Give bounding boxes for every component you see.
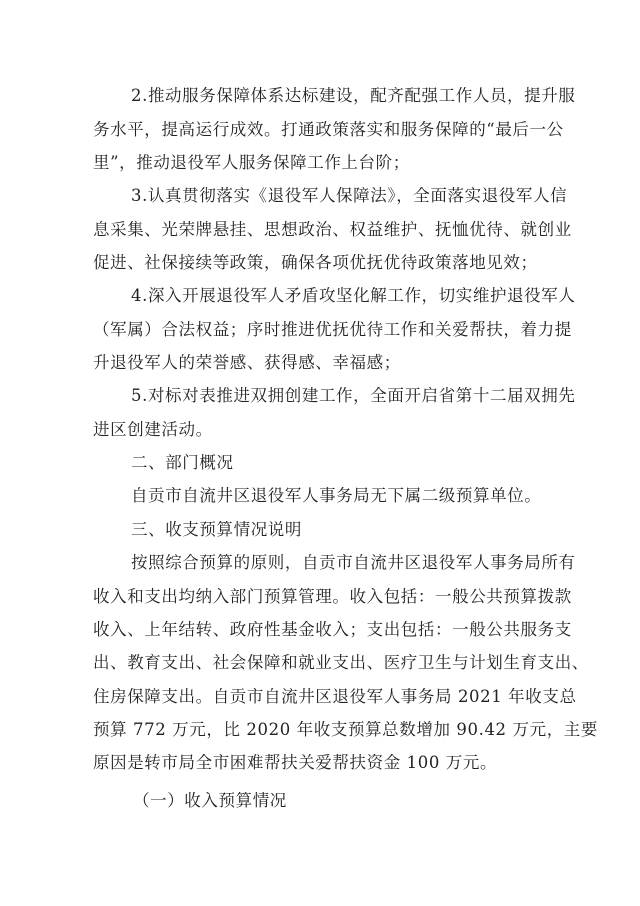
- section-heading: （一）收入预算情况: [133, 791, 287, 810]
- paragraph-line: 原因是转市局全市困难帮扶关爱帮扶资金 100 万元。: [93, 753, 498, 772]
- paragraph-line: 促进、社保接续等政策，确保各项优抚优待政策落地见效；: [93, 253, 538, 272]
- paragraph-line: 3.认真贯彻落实《退役军人保障法》，全面落实退役军人信: [131, 186, 568, 205]
- paragraph-line: 2.推动服务保障体系达标建设，配齐配强工作人员，提升服: [131, 86, 576, 105]
- paragraph-line: 进区创建活动。: [93, 420, 213, 439]
- paragraph-line: （军属）合法权益；序时推进优抚优待工作和关爱帮扶，着力提: [93, 320, 572, 339]
- paragraph-line: 4.深入开展退役军人矛盾攻坚化解工作，切实维护退役军人: [131, 286, 576, 305]
- paragraph-line: 预算 772 万元，比 2020 年收支预算总数增加 90.42 万元，主要: [93, 720, 598, 739]
- paragraph-line: 住房保障支出。自贡市自流井区退役军人事务局 2021 年收支总: [93, 687, 577, 706]
- paragraph-line: 息采集、光荣牌悬挂、思想政治、权益维护、抚恤优待、就创业: [93, 220, 572, 239]
- paragraph-line: 5.对标对表推进双拥创建工作，全面开启省第十二届双拥先: [131, 386, 576, 405]
- paragraph-line: 升退役军人的荣誉感、获得感、幸福感；: [93, 353, 401, 372]
- section-heading: 二、部门概况: [131, 453, 234, 472]
- paragraph-line: 里”，推动退役军人服务保障工作上台阶；: [93, 153, 410, 172]
- section-heading: 三、收支预算情况说明: [131, 520, 302, 539]
- paragraph-line: 自贡市自流井区退役军人事务局无下属二级预算单位。: [131, 486, 542, 505]
- paragraph-line: 收入和支出均纳入部门预算管理。收入包括：一般公共预算拨款: [93, 587, 572, 606]
- paragraph-line: 收入、上年结转、政府性基金收入；支出包括：一般公共服务支: [93, 620, 572, 639]
- paragraph-line: 务水平，提高运行成效。打通政策落实和服务保障的“最后一公: [93, 120, 564, 139]
- paragraph-line: 出、教育支出、社会保障和就业支出、医疗卫生与计划生育支出、: [93, 653, 589, 672]
- paragraph-line: 按照综合预算的原则，自贡市自流井区退役军人事务局所有: [131, 553, 576, 572]
